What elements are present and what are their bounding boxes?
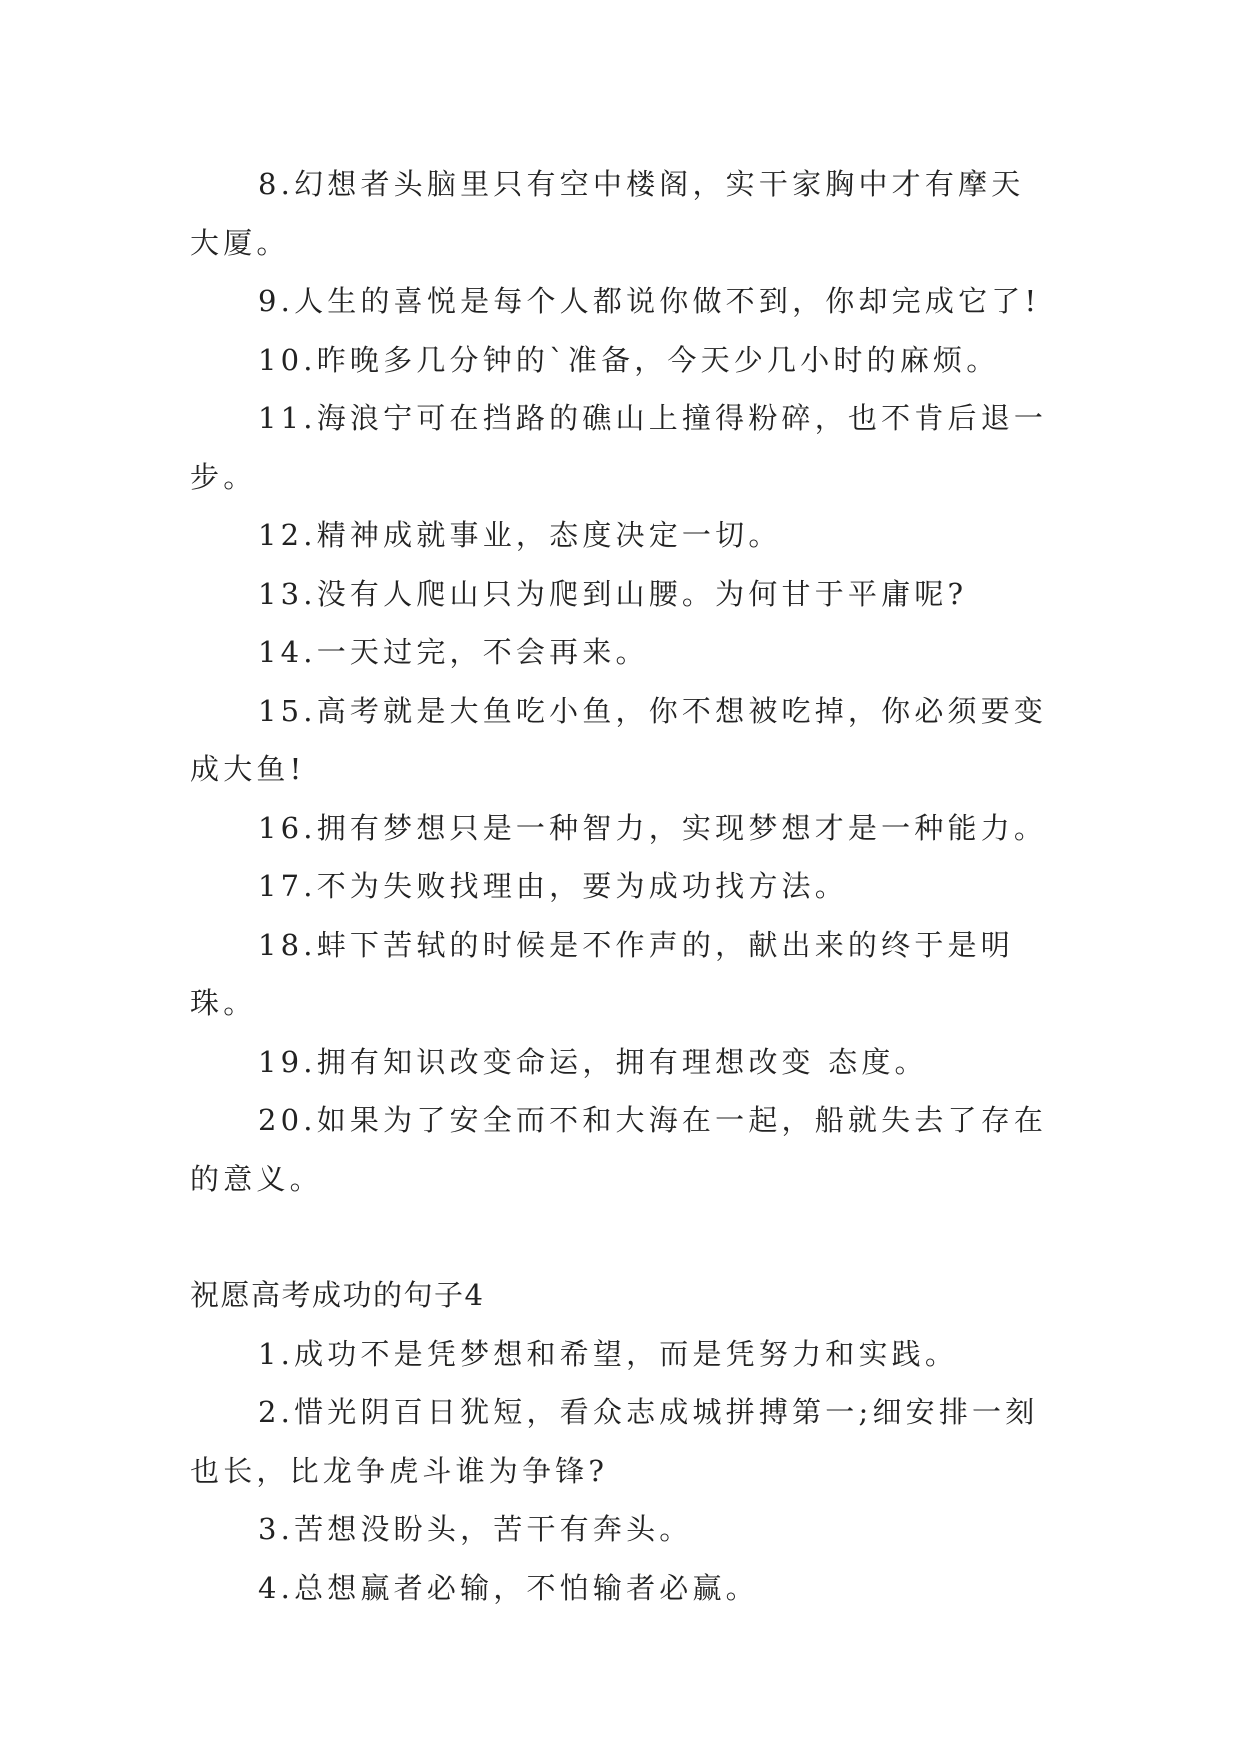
list-item: 2.惜光阴百日犹短，看众志成城拼搏第一;细安排一刻也长，比龙争虎斗谁为争锋? <box>190 1395 1039 1488</box>
section-spacer <box>190 1208 1050 1266</box>
list-item: 17.不为失败找理由，要为成功找方法。 <box>258 869 848 903</box>
list-item: 12.精神成就事业，态度决定一切。 <box>258 518 782 552</box>
list-item: 10.昨晚多几分钟的`准备，今天少几小时的麻烦。 <box>258 342 1000 377</box>
list-item: 9.人生的喜悦是每个人都说你做不到，你却完成它了! <box>258 284 1041 318</box>
list-item: 19.拥有知识改变命运，拥有理想改变 态度。 <box>258 1044 928 1079</box>
list-item: 18.蚌下苦轼的时候是不作声的，献出来的终于是明珠。 <box>190 927 1014 1020</box>
list-item: 11.海浪宁可在挡路的礁山上撞得粉碎，也不肯后退一步。 <box>190 401 1048 494</box>
list-item: 1.成功不是凭梦想和希望，而是凭努力和实践。 <box>258 1336 959 1371</box>
list-item: 8.幻想者头脑里只有空中楼阁，实干家胸中才有摩天大厦。 <box>190 167 1025 260</box>
list-item: 15.高考就是大鱼吃小鱼，你不想被吃掉，你必须要变成大鱼! <box>190 693 1048 786</box>
document-body <box>190 155 1050 1617</box>
list-item: 13.没有人爬山只为爬到山腰。为何甘于平庸呢? <box>258 576 968 611</box>
list-item: 3.苦想没盼头，苦干有奔头。 <box>258 1512 693 1546</box>
list-item: 4.总想赢者必输，不怕输者必赢。 <box>258 1570 759 1605</box>
list-item: 14.一天过完，不会再来。 <box>258 635 649 669</box>
list-item: 20.如果为了安全而不和大海在一起，船就失去了存在的意义。 <box>190 1103 1048 1196</box>
section-heading: 祝愿高考成功的句子4 <box>190 1278 485 1312</box>
list-item: 16.拥有梦想只是一种智力，实现梦想才是一种能力。 <box>258 810 1048 845</box>
